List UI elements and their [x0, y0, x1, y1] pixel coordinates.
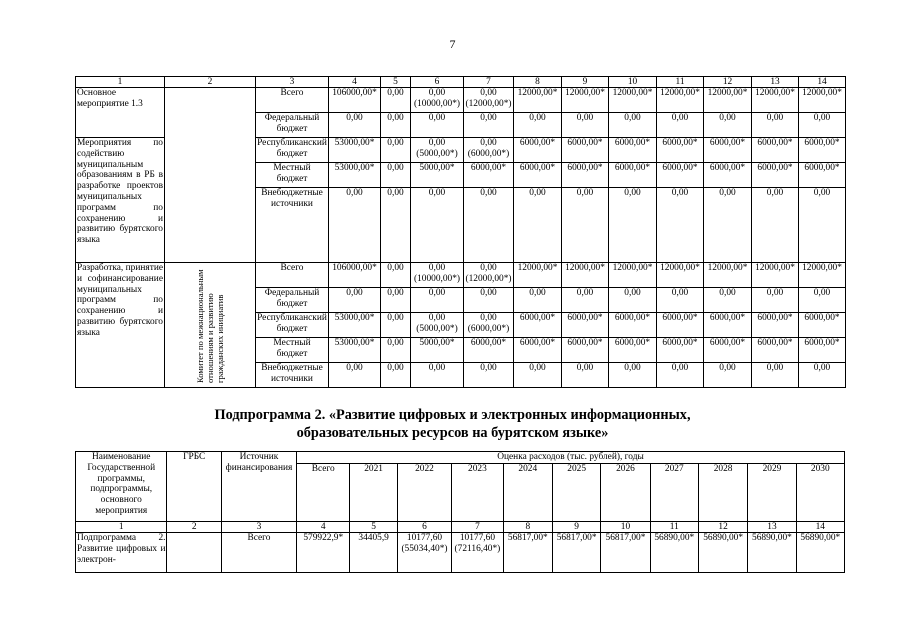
value-cell: 12000,00*	[609, 263, 657, 288]
value-cell: 0,00	[411, 288, 464, 313]
value-cell: 0,00	[329, 288, 381, 313]
header-name: Наименование Государственной программы, подпрограммы, основного мероприятия	[76, 452, 167, 522]
grbs-cell-empty	[165, 88, 256, 263]
value-cell: 56890,00*	[796, 533, 844, 573]
value-cell: 10177,60 (72116,40*)	[452, 533, 503, 573]
year-header: 2025	[552, 464, 600, 522]
value-cell: 53000,00*	[329, 138, 381, 163]
value-cell: 0,00	[514, 188, 562, 263]
value-cell: 6000,00*	[704, 138, 752, 163]
value-cell: 6000,00*	[514, 338, 562, 363]
value-cell: 12000,00*	[657, 263, 704, 288]
table-row	[76, 88, 846, 113]
value-cell: 0,00	[704, 288, 752, 313]
value-cell: 0,00 (10000,00*)	[411, 263, 464, 288]
subprogram-title	[0, 406, 905, 442]
column-number: 14	[799, 77, 846, 88]
column-number: 12	[704, 77, 752, 88]
value-cell: 6000,00*	[514, 163, 562, 188]
header-grbs: ГРБС	[167, 452, 221, 522]
column-number: 2	[165, 77, 256, 88]
column-number: 9	[562, 77, 609, 88]
column-number: 13	[752, 77, 799, 88]
column-number: 7	[464, 77, 514, 88]
value-cell: 0,00	[752, 363, 799, 388]
value-cell: 0,00	[411, 188, 464, 263]
value-cell: 0,00	[562, 363, 609, 388]
funding-source: Республиканский бюджет	[256, 313, 329, 338]
value-cell: 0,00	[609, 188, 657, 263]
funding-source: Всего	[256, 263, 329, 288]
value-cell: 0,00	[562, 288, 609, 313]
value-cell: 0,00	[609, 288, 657, 313]
value-cell: 6000,00*	[752, 338, 799, 363]
table-row	[76, 533, 845, 573]
value-cell: 0,00	[657, 363, 704, 388]
value-cell: 6000,00*	[562, 163, 609, 188]
year-header: 2024	[503, 464, 552, 522]
value-cell: 6000,00*	[799, 313, 846, 338]
column-number: 1	[76, 522, 167, 533]
value-cell: 56890,00*	[650, 533, 698, 573]
value-cell: 6000,00*	[704, 313, 752, 338]
value-cell: 0,00	[329, 188, 381, 263]
value-cell: 0,00	[514, 363, 562, 388]
column-number: 4	[329, 77, 381, 88]
value-cell: 6000,00*	[464, 163, 514, 188]
value-cell: 0,00	[799, 113, 846, 138]
activity-name: Мероприятия по содействию муниципальным образованиям в РБ в разработке проектов муниципальных программ по сохранению и развитию бурятского языка	[76, 138, 165, 263]
value-cell: 0,00	[329, 113, 381, 138]
value-cell: 6000,00*	[657, 163, 704, 188]
value-cell: 0,00 (6000,00*)	[464, 138, 514, 163]
activity-name: Основное мероприятие 1.3	[76, 88, 165, 138]
value-cell: 12000,00*	[562, 263, 609, 288]
column-number: 4	[297, 522, 350, 533]
year-header: 2029	[748, 464, 796, 522]
value-cell: 0,00	[464, 113, 514, 138]
value-cell: 6000,00*	[752, 138, 799, 163]
value-cell: 6000,00*	[464, 338, 514, 363]
value-cell: 0,00	[411, 113, 464, 138]
value-cell: 0,00	[657, 288, 704, 313]
value-cell: 6000,00*	[704, 163, 752, 188]
column-number: 13	[748, 522, 796, 533]
value-cell: 6000,00*	[562, 313, 609, 338]
value-cell: 6000,00*	[562, 338, 609, 363]
value-cell: 0,00	[752, 288, 799, 313]
value-cell: 0,00	[381, 338, 411, 363]
value-cell: 12000,00*	[514, 88, 562, 113]
value-cell: 0,00	[381, 288, 411, 313]
column-number: 6	[411, 77, 464, 88]
year-header: 2027	[650, 464, 698, 522]
value-cell: 0,00 (12000,00*)	[464, 263, 514, 288]
value-cell: 0,00	[657, 113, 704, 138]
value-cell: 6000,00*	[609, 138, 657, 163]
year-header: 2021	[350, 464, 397, 522]
value-cell: 12000,00*	[799, 88, 846, 113]
value-cell: 0,00 (5000,00*)	[411, 313, 464, 338]
value-cell: 6000,00*	[609, 163, 657, 188]
funding-source: Местный бюджет	[256, 338, 329, 363]
column-number: 10	[601, 522, 650, 533]
value-cell: 0,00 (5000,00*)	[411, 138, 464, 163]
column-number: 6	[397, 522, 451, 533]
value-cell: 6000,00*	[514, 313, 562, 338]
funding-source: Всего	[256, 88, 329, 113]
value-cell: 0,00	[752, 113, 799, 138]
subprogram-title-line-1: Подпрограмма 2. «Развитие цифровых и электронных информационных,	[214, 407, 691, 423]
value-cell: 6000,00*	[657, 338, 704, 363]
value-cell: 0,00	[329, 363, 381, 388]
activity-name: Разработка, принятие и софинансирование муниципальных программ по сохранению и развитию бурятского языка	[76, 263, 165, 388]
column-number: 9	[552, 522, 600, 533]
value-cell: 0,00	[562, 113, 609, 138]
value-cell: 12000,00*	[609, 88, 657, 113]
value-cell: 53000,00*	[329, 338, 381, 363]
value-cell: 5000,00*	[411, 338, 464, 363]
value-cell: 0,00	[464, 363, 514, 388]
funding-source: Республиканский бюджет	[256, 138, 329, 163]
year-header: 2022	[397, 464, 451, 522]
grbs-committee: Комитет по межнациональным отношениям и развитию гражданских инициатив	[195, 269, 225, 384]
value-cell: 6000,00*	[609, 338, 657, 363]
value-cell: 106000,00*	[329, 88, 381, 113]
year-header: Всего	[297, 464, 350, 522]
value-cell: 56890,00*	[748, 533, 796, 573]
header-estimate: Оценка расходов (тыс. рублей), годы	[297, 452, 845, 464]
value-cell: 0,00	[514, 288, 562, 313]
value-cell: 56817,00*	[601, 533, 650, 573]
value-cell: 0,00	[609, 363, 657, 388]
value-cell: 56890,00*	[698, 533, 747, 573]
value-cell: 0,00	[381, 138, 411, 163]
value-cell: 6000,00*	[799, 338, 846, 363]
column-number: 5	[381, 77, 411, 88]
value-cell: 6000,00*	[657, 138, 704, 163]
column-number: 3	[256, 77, 329, 88]
value-cell: 6000,00*	[799, 138, 846, 163]
expenses-table-subprogram-1	[75, 76, 846, 388]
value-cell: 579922,9*	[297, 533, 350, 573]
column-number: 7	[452, 522, 503, 533]
value-cell: 34405,9	[350, 533, 397, 573]
value-cell: 0,00	[381, 313, 411, 338]
value-cell: 12000,00*	[657, 88, 704, 113]
value-cell: 0,00	[704, 188, 752, 263]
funding-source: Внебюджетные источники	[256, 188, 329, 263]
value-cell: 0,00	[514, 113, 562, 138]
column-number: 1	[76, 77, 165, 88]
value-cell: 12000,00*	[799, 263, 846, 288]
column-number: 5	[350, 522, 397, 533]
funding-source: Внебюджетные источники	[256, 363, 329, 388]
funding-source: Всего	[221, 533, 296, 573]
column-number: 11	[650, 522, 698, 533]
value-cell: 10177,60 (55034,40*)	[397, 533, 451, 573]
value-cell: 0,00	[464, 188, 514, 263]
value-cell: 0,00 (6000,00*)	[464, 313, 514, 338]
value-cell: 53000,00*	[329, 313, 381, 338]
value-cell: 0,00	[799, 288, 846, 313]
value-cell: 0,00	[752, 188, 799, 263]
value-cell: 53000,00*	[329, 163, 381, 188]
expenses-table-subprogram-2	[75, 451, 845, 573]
grbs-cell-empty	[167, 533, 221, 573]
value-cell: 0,00	[381, 188, 411, 263]
value-cell: 0,00	[381, 363, 411, 388]
value-cell: 6000,00*	[704, 338, 752, 363]
value-cell: 0,00	[799, 188, 846, 263]
column-number: 3	[221, 522, 296, 533]
value-cell: 6000,00*	[799, 163, 846, 188]
year-header: 2023	[452, 464, 503, 522]
value-cell: 0,00 (12000,00*)	[464, 88, 514, 113]
column-number: 10	[609, 77, 657, 88]
value-cell: 5000,00*	[411, 163, 464, 188]
value-cell: 0,00	[381, 113, 411, 138]
value-cell: 0,00	[464, 288, 514, 313]
grbs-cell	[165, 263, 256, 388]
subprogram-title-line-2: образовательных ресурсов на бурятском языке»	[296, 425, 609, 441]
column-number: 12	[698, 522, 747, 533]
value-cell: 12000,00*	[752, 263, 799, 288]
value-cell: 0,00	[799, 363, 846, 388]
year-header: 2030	[796, 464, 844, 522]
value-cell: 0,00	[657, 188, 704, 263]
column-number: 11	[657, 77, 704, 88]
value-cell: 0,00	[704, 113, 752, 138]
funding-source: Федеральный бюджет	[256, 113, 329, 138]
value-cell: 6000,00*	[562, 138, 609, 163]
column-number: 8	[514, 77, 562, 88]
funding-source: Федеральный бюджет	[256, 288, 329, 313]
value-cell: 12000,00*	[704, 263, 752, 288]
value-cell: 6000,00*	[514, 138, 562, 163]
value-cell: 0,00	[411, 363, 464, 388]
column-number: 8	[503, 522, 552, 533]
value-cell: 0,00	[381, 163, 411, 188]
column-number: 14	[796, 522, 844, 533]
value-cell: 0,00	[704, 363, 752, 388]
value-cell: 12000,00*	[562, 88, 609, 113]
value-cell: 12000,00*	[752, 88, 799, 113]
year-header: 2026	[601, 464, 650, 522]
value-cell: 0,00	[381, 263, 411, 288]
value-cell: 0,00	[562, 188, 609, 263]
activity-name: Подпрограмма 2. Развитие цифровых и электрон-	[76, 533, 167, 573]
value-cell: 56817,00*	[552, 533, 600, 573]
value-cell: 6000,00*	[609, 313, 657, 338]
value-cell: 0,00 (10000,00*)	[411, 88, 464, 113]
header-source: Источник финансирования	[221, 452, 296, 522]
value-cell: 0,00	[381, 88, 411, 113]
value-cell: 6000,00*	[752, 163, 799, 188]
value-cell: 56817,00*	[503, 533, 552, 573]
value-cell: 12000,00*	[514, 263, 562, 288]
value-cell: 12000,00*	[704, 88, 752, 113]
funding-source: Местный бюджет	[256, 163, 329, 188]
page-number: 7	[449, 37, 456, 51]
value-cell: 6000,00*	[752, 313, 799, 338]
table-row	[76, 263, 846, 288]
value-cell: 0,00	[609, 113, 657, 138]
column-number: 2	[167, 522, 221, 533]
value-cell: 6000,00*	[657, 313, 704, 338]
value-cell: 106000,00*	[329, 263, 381, 288]
year-header: 2028	[698, 464, 747, 522]
